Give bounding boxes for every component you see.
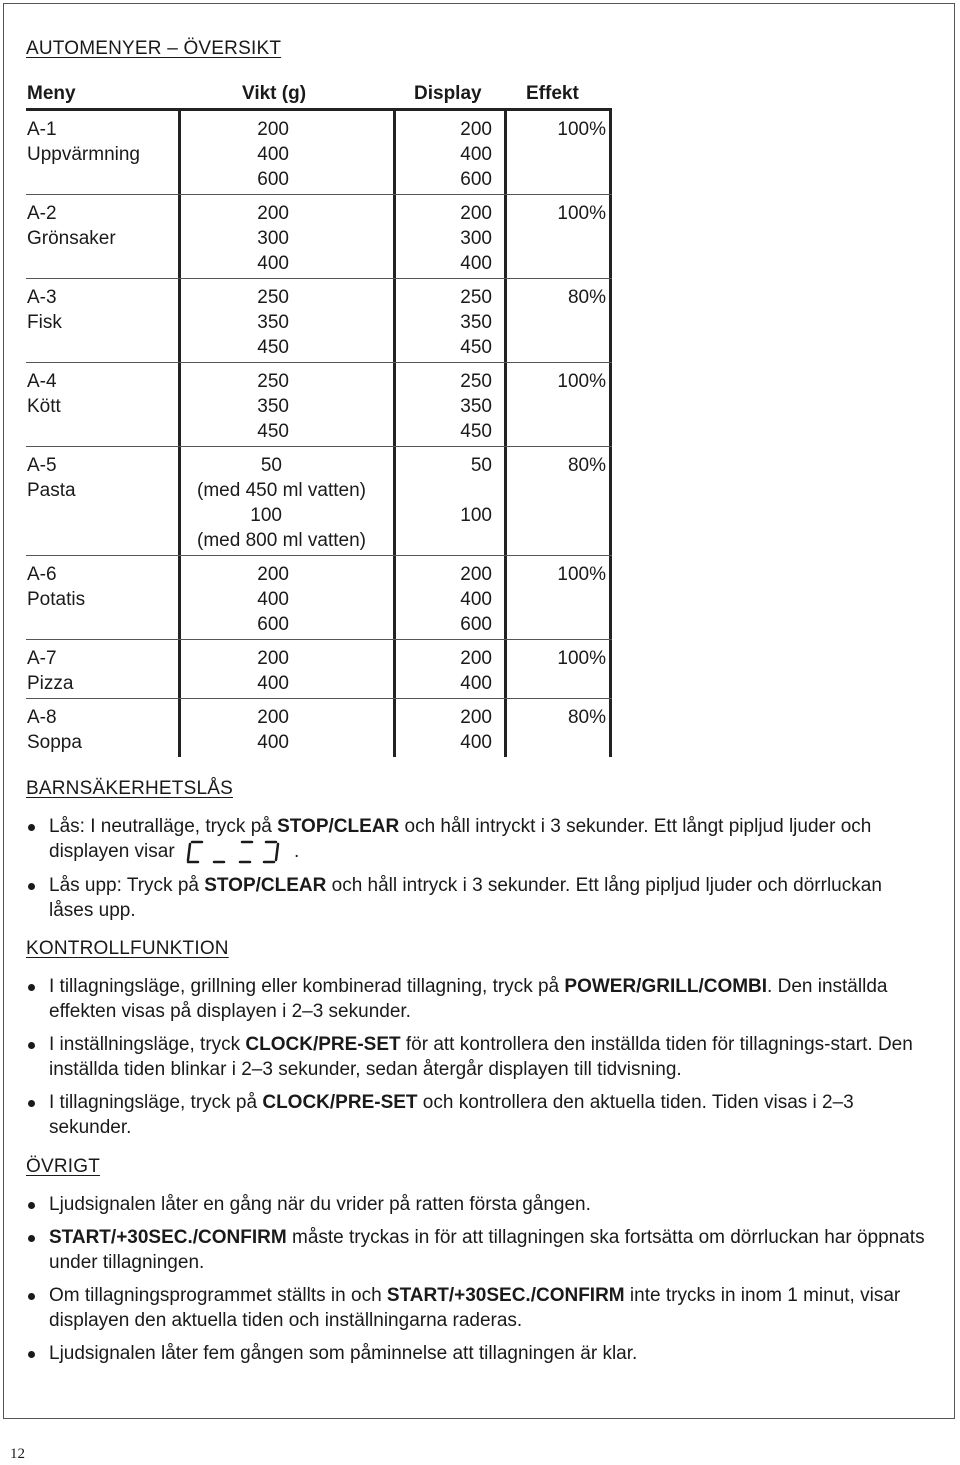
weight-cell-line: 600 [257,614,289,635]
key-label: STOP/CLEAR [277,816,400,837]
item-text: och kontrollera den aktuella tiden. Tiden visas i 2–3 sekunder. [49,1092,854,1138]
item-text: måste tryckas in för att tillagningen ska fortsätta om dörrluckan har öppnats under tillagningen. [49,1227,925,1273]
table-row [26,111,612,194]
display-cell-line: 200 [460,564,492,585]
weight-cell [257,285,289,360]
weight-cell-line: 400 [257,144,289,165]
table-row [26,698,612,757]
display-cell [460,201,492,276]
item-text: Lås upp: Tryck på [49,875,205,896]
weight-cell-line: 450 [257,337,289,358]
item-text: . Den inställda effekten visas på displayen i 2–3 sekunder. [49,976,888,1022]
menu-code: A-7 [27,648,57,669]
menu-code: A-4 [27,371,57,392]
menu-cell [27,453,76,503]
child-lock-list [26,814,926,931]
weight-cell-line: 350 [257,312,289,333]
item-text: inte trycks in inom 1 minut, visar displayen den aktuella tiden och inställningarna raderas. [49,1285,901,1331]
item-text: . [293,841,300,863]
list-item [26,1283,926,1333]
weight-cell-line: 250 [257,287,289,308]
menu-cell [27,562,85,612]
list-item [26,814,926,865]
key-label: POWER/GRILL/COMBI [564,976,768,997]
list-item [26,1225,926,1275]
power-cell: 100% [557,203,606,224]
weight-cell-line: 400 [257,253,289,274]
other-heading: ÖVRIGT [26,1156,101,1177]
table-row [26,194,612,278]
display-cell-line: 450 [460,337,492,358]
display-cell-line: 350 [460,312,492,333]
display-cell-line: 400 [460,253,492,274]
display-cell-line: 200 [460,119,492,140]
menu-cell [27,369,61,419]
weight-cell-line: 200 [257,707,289,728]
page-number: 12 [10,1446,25,1462]
display-cell [460,285,492,360]
weight-cell-line: 200 [257,119,289,140]
weight-cell-line: 400 [257,673,289,694]
item-text: Ljudsignalen låter fem gången som påminnelse att tillagningen är klar. [49,1343,638,1364]
power-cell: 80% [567,707,606,728]
menu-code: A-1 [27,119,57,140]
weight-cell [257,562,289,637]
display-cell [460,705,492,755]
menu-code: A-6 [27,564,57,585]
display-cell-line: 400 [460,589,492,610]
table-row [26,639,612,698]
weight-cell-line: 600 [257,169,289,190]
weight-cell-line: 400 [257,732,289,753]
display-cell [460,562,492,637]
table-row [26,362,612,446]
weight-cell-line: 50 [260,455,282,476]
weight-cell-line: (med 450 ml vatten) [197,480,366,501]
key-label: CLOCK/PRE-SET [245,1034,401,1055]
item-text: Ljudsignalen låter en gång när du vrider på ratten första gången. [49,1194,591,1215]
menu-code: A-3 [27,287,57,308]
menu-name: Pizza [27,673,74,694]
item-text: för att kontrollera den inställda tiden för tillagnings-start. Den inställda tiden blinkar i 2–3 sekunder, sedan återgår displayen till tidvisning. [49,1034,913,1080]
other-list [26,1192,926,1374]
display-cell-line: 200 [460,707,492,728]
weight-cell [257,117,289,192]
weight-cell [184,453,366,553]
table-row [26,278,612,362]
display-cell [460,453,492,528]
weight-cell [257,646,289,696]
table-body [26,108,612,757]
display-cell-line [460,478,492,503]
menu-name: Uppvärmning [27,144,140,165]
key-label: STOP/CLEAR [204,875,327,896]
display-cell-line: 400 [460,673,492,694]
display-cell-line: 600 [460,614,492,635]
key-label: START/+30SEC./CONFIRM [386,1285,625,1306]
display-cell [460,369,492,444]
menu-cell [27,285,62,335]
list-item [26,1192,926,1217]
weight-cell [257,705,289,755]
weight-cell-line: 450 [257,421,289,442]
table-row [26,446,612,555]
weight-cell [257,369,289,444]
key-label: CLOCK/PRE-SET [262,1092,418,1113]
list-item [26,974,926,1024]
item-text: I inställningsläge, tryck [49,1034,246,1055]
display-cell-line: 200 [460,648,492,669]
display-cell-line: 350 [460,396,492,417]
check-function-heading: KONTROLLFUNKTION [26,938,229,959]
power-cell: 80% [567,287,606,308]
display-cell-line: 50 [470,455,492,476]
display-cell-line: 400 [460,732,492,753]
weight-cell-line: 200 [257,203,289,224]
header-power: Effekt [526,83,579,104]
weight-cell-line: 250 [257,371,289,392]
display-cell-line: 250 [460,371,492,392]
weight-cell-line: 350 [257,396,289,417]
menu-code: A-5 [27,455,57,476]
power-cell: 80% [567,455,606,476]
item-text: I tillagningsläge, grillning eller kombinerad tillagning, tryck på [49,976,565,997]
menu-code: A-2 [27,203,57,224]
power-cell: 100% [557,648,606,669]
weight-cell-line: 300 [257,228,289,249]
header-display: Display [414,83,482,104]
lock-display-icon [184,839,290,865]
display-cell-line: 300 [460,228,492,249]
weight-cell-line: (med 800 ml vatten) [197,530,366,551]
menu-name: Potatis [27,589,86,610]
power-cell: 100% [557,371,606,392]
page-title: AUTOMENYER – ÖVERSIKT [26,38,282,59]
weight-cell-line: 400 [257,589,289,610]
display-cell-line: 400 [460,144,492,165]
display-cell-line: 200 [460,203,492,224]
list-item [26,1341,926,1366]
display-cell [460,646,492,696]
menu-name: Kött [27,396,61,417]
menu-cell [27,646,73,696]
item-text: Om tillagningsprogrammet ställts in och [49,1285,387,1306]
display-cell-line: 600 [460,169,492,190]
header-weight: Vikt (g) [242,83,307,104]
key-label: START/+30SEC./CONFIRM [49,1227,287,1248]
menu-cell [27,117,140,167]
list-item [26,1032,926,1082]
menu-cell [27,201,116,251]
item-text: I tillagningsläge, tryck på [49,1092,263,1113]
menu-cell [27,705,82,755]
menu-name: Grönsaker [27,228,116,249]
weight-cell [257,201,289,276]
power-cell: 100% [557,119,606,140]
display-cell-line: 100 [460,505,492,526]
auto-menu-table [26,80,616,757]
table-row [26,555,612,639]
weight-cell-line: 200 [257,564,289,585]
child-lock-heading: BARNSÄKERHETSLÅS [26,778,233,799]
item-text: och håll intryck i 3 sekunder. Ett lång pipljud ljuder och dörrluckan låses upp. [49,875,882,921]
table-header [26,80,616,108]
menu-name: Pasta [27,480,76,501]
item-text: Lås: I neutralläge, tryck på [49,816,278,837]
display-cell-line: 250 [460,287,492,308]
check-function-list [26,974,926,1148]
list-item [26,1090,926,1140]
menu-name: Fisk [27,312,62,333]
weight-cell-line: 200 [257,648,289,669]
weight-cell-line: 100 [250,505,282,526]
display-cell-line: 450 [460,421,492,442]
item-text: och håll intryckt i 3 sekunder. Ett långt pipljud ljuder och displayen visar [49,816,872,863]
list-item [26,873,926,923]
menu-name: Soppa [27,732,82,753]
header-menu: Meny [27,83,76,104]
display-cell [460,117,492,192]
power-cell: 100% [557,564,606,585]
menu-code: A-8 [27,707,57,728]
